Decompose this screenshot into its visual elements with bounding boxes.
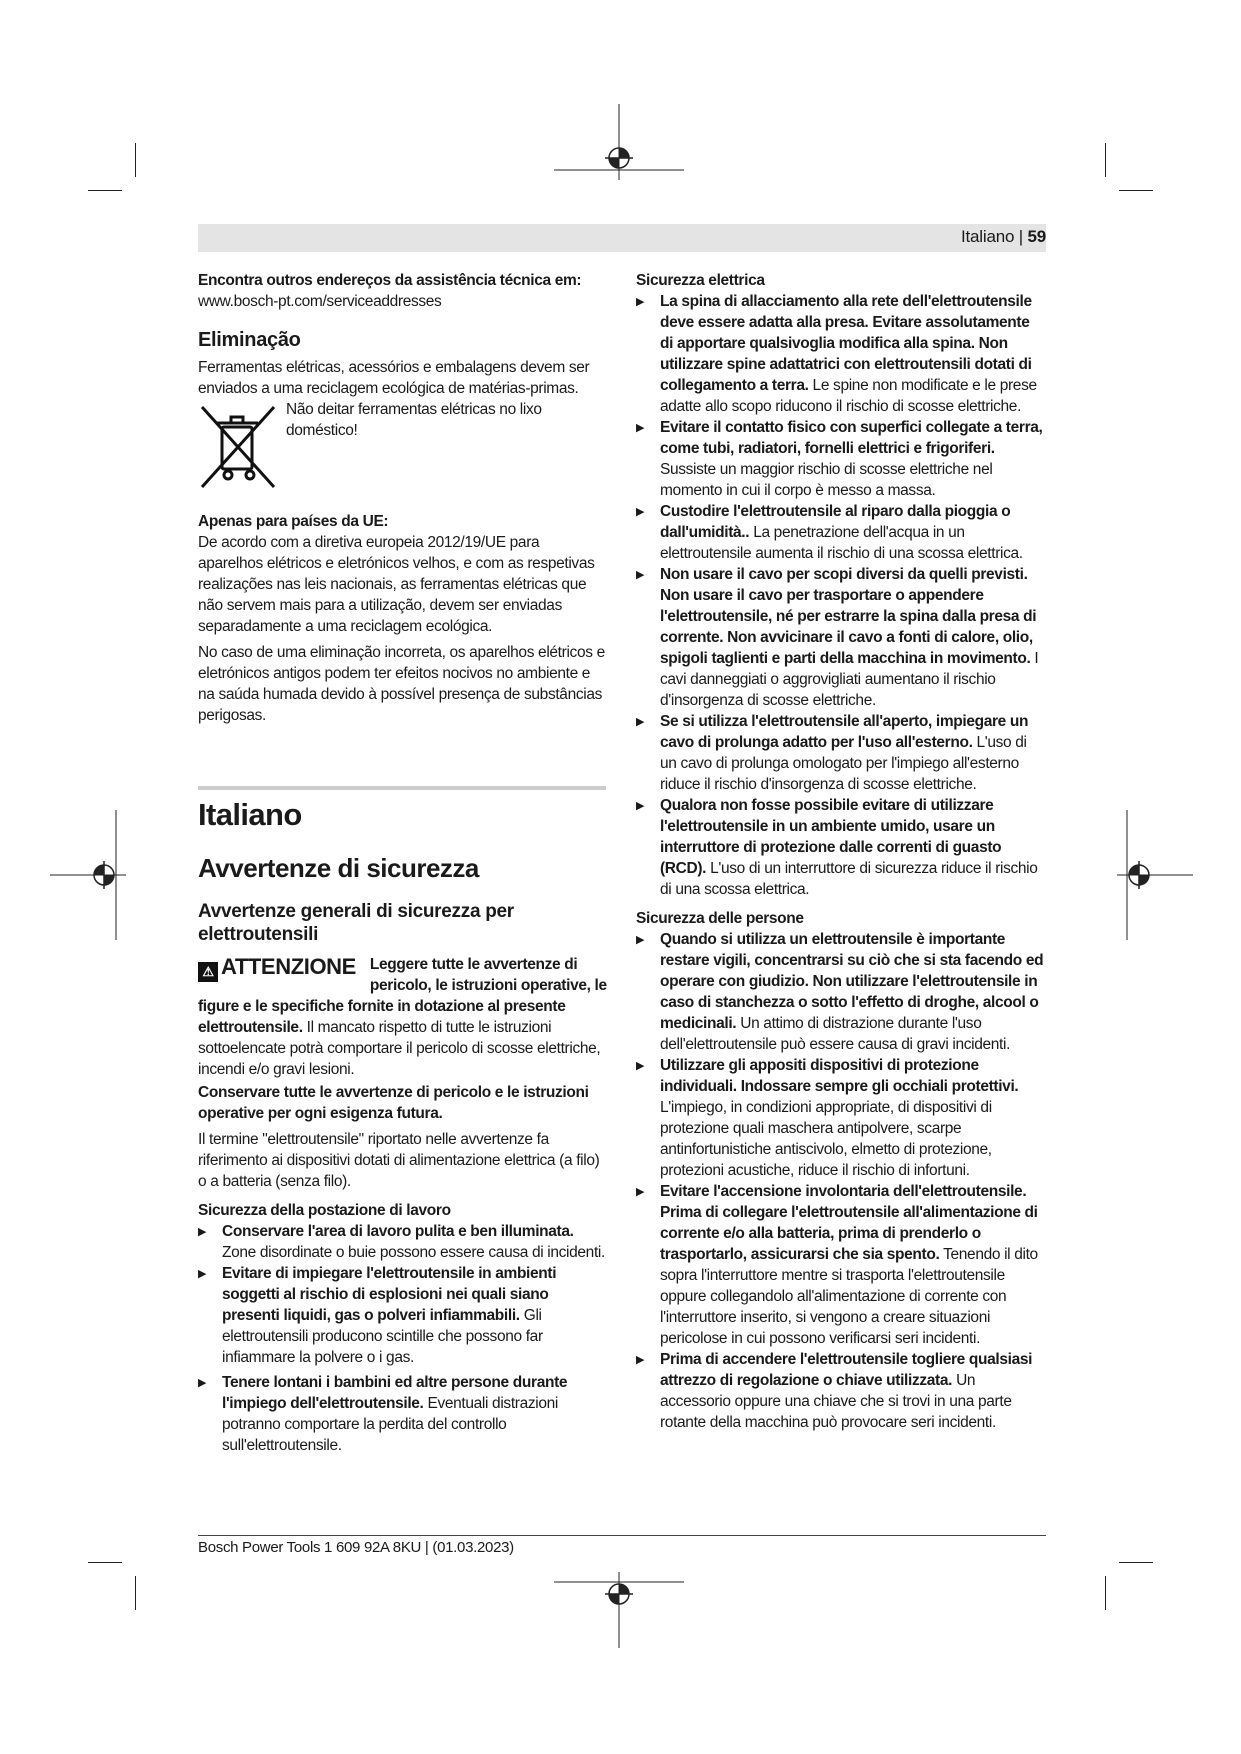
- workplace-item: ▶ Evitare di impiegare l'elettroutensile in ambienti soggetti al rischio di esplosioni nei quali siano presenti liquidi, gas o polveri infiammabili. Gli elettroutensili producono scintille che possono far infiammare la polvere o i gas.: [198, 1263, 608, 1368]
- persons-item: ▶ Evitare l'accensione involontaria dell'elettroutensile. Prima di collegare l'elettroutensile all'alimentazione di corrente e/o alla batteria, prima di prenderlo o trasportarlo, assicurarsi che sia spento. Tenendo il dito sopra l'interruttore mentre si trasporta l'elettroutensile oppure collegandolo all'alimentazione di corrente con l'interruttore inserito, si vengono a creare situazioni pericolose in cui possono verificarsi seri incidenti.: [636, 1181, 1046, 1349]
- workplace-title: Sicurezza della postazione di lavoro: [198, 1202, 451, 1219]
- attention-label-block: [198, 954, 356, 982]
- crop-mark: [135, 1576, 136, 1610]
- crop-mark: [1105, 1576, 1106, 1610]
- attention-text: Il mancato rispetto di tutte le istruzioni sottoelencate potrà comportare il pericolo di scosse elettriche, incendi e/o gravi lesioni.: [198, 1019, 601, 1078]
- persons-item: ▶ Prima di accendere l'elettroutensile togliere qualsiasi attrezzo di regolazione o chiave utilizzata. Un accessorio oppure una chiave che si trovi in una parte rotante della macchina può provocare seri incidenti.: [636, 1349, 1046, 1433]
- attention-bold: Leggere tutte le avvertenze di pericolo, le istruzioni operative, le figure e le specifiche fornite in dotazione al presente elettroutensile.: [198, 956, 607, 1036]
- crop-mark: [1119, 190, 1153, 191]
- electric-item: ▶ Qualora non fosse possibile evitare di utilizzare l'elettroutensile in un ambiente umido, usare un interruttore di protezione dalle correnti di guasto (RCD). L'uso di un interruttore di sicurezza riduce il rischio di una scossa elettrica.: [636, 795, 1046, 900]
- section-divider: [198, 786, 606, 790]
- page-number: 59: [1027, 227, 1046, 246]
- workplace-item: ▶ Conservare l'area di lavoro pulita e ben illuminata. Zone disordinate o buie possono essere causa di incidenti.: [198, 1221, 608, 1263]
- header-section: Italiano: [961, 227, 1015, 246]
- left-column-italiano: [198, 796, 608, 1456]
- crossed-bin-icon: [198, 403, 278, 491]
- language-title: Italiano: [198, 797, 302, 832]
- crop-mark: [1105, 143, 1106, 177]
- electric-item: ▶ La spina di allacciamento alla rete dell'elettroutensile deve essere adatta alla presa. Evitare assolutamente di apportare qualsivoglia modifica alla spina. Non utilizzare spine adattatrici con elettroutensili dotati di collegamento a terra. Le spine non modificate e le prese adatte allo scopo riducono il rischio di scosse elettriche.: [636, 291, 1046, 417]
- weee-note: Não deitar ferramentas elétricas no lixo doméstico!: [286, 401, 542, 439]
- service-label: Encontra outros endereços da assistência técnica em:: [198, 272, 582, 289]
- weee-block: [198, 399, 606, 489]
- crop-mark: [88, 1562, 122, 1563]
- general-safety-title: Avvertenze generali di sicurezza per elettroutensili: [198, 901, 514, 945]
- persons-item: ▶ Utilizzare gli appositi dispositivi di protezione individuali. Indossare sempre gli occhiali protettivi. L'impiego, in condizioni appropriate, di dispositivi di protezione quali maschera antipolvere, scarpe antinfortunistiche antiscivolo, elmetto di protezione, protezioni acustiche, riduce il rischio di infortuni.: [636, 1055, 1046, 1181]
- workplace-item: ▶ Tenere lontani i bambini ed altre persone durante l'impiego dell'elettroutensile. Eventuali distrazioni potranno comportare la perdita del controllo sull'elettroutensile.: [198, 1372, 608, 1456]
- crop-mark: [135, 143, 136, 177]
- term-definition: Il termine "elettroutensile" riportato nelle avvertenze fa riferimento ai dispositivi dotati di alimentazione elettrica (a filo) o a batteria (senza filo).: [198, 1131, 600, 1190]
- page-footer: Bosch Power Tools 1 609 92A 8KU | (01.03.2023): [198, 1539, 514, 1556]
- persons-safety-title: Sicurezza delle persone: [636, 910, 804, 927]
- electric-item: ▶ Evitare il contatto fisico con superfici collegate a terra, come tubi, radiatori, fornelli elettrici e frigoriferi. Sussiste un maggior rischio di scosse elettriche nel momento in cui il corpo è messo a massa.: [636, 417, 1046, 501]
- registration-mark-icon: [554, 1572, 684, 1648]
- registration-mark-icon: [554, 104, 684, 180]
- electric-safety-title: Sicurezza elettrica: [636, 272, 765, 289]
- eu-text-2: No caso de uma eliminação incorreta, os aparelhos elétricos e eletrónicos antigos podem ter efeitos nocivos no ambiente e na saúda humada devido à possível presença de substâncias perigosas.: [198, 644, 605, 724]
- eu-title: Apenas para países da UE:: [198, 513, 389, 530]
- page-header: Italiano | 59: [961, 227, 1046, 246]
- electric-item: ▶ Se si utilizza l'elettroutensile all'aperto, impiegare un cavo di prolunga adatto per l'uso all'esterno. L'uso di un cavo di prolunga omologato per l'impiego all'esterno riduce il rischio d'insorgenza di scosse elettriche.: [636, 711, 1046, 795]
- left-column: [198, 270, 606, 726]
- electric-item: ▶ Custodire l'elettroutensile al riparo dalla pioggia o dall'umidità.. La penetrazione dell'acqua in un elettroutensile aumenta il rischio di una scossa elettrica.: [636, 501, 1046, 564]
- attention-paragraph: [198, 954, 608, 1080]
- registration-mark-icon: [50, 810, 126, 940]
- crop-mark: [1119, 1562, 1153, 1563]
- service-url: www.bosch-pt.com/serviceaddresses: [198, 293, 442, 310]
- electric-item: ▶ Non usare il cavo per scopi diversi da quelli previsti. Non usare il cavo per trasportare o appendere l'elettroutensile, né per estrarre la spina dalla presa di corrente. Non avvicinare il cavo a fonti di calore, olio, spigoli taglienti e parti della macchina in movimento. I cavi danneggiati o aggrovigliati aumentano il rischio d'insorgenza di scosse elettriche.: [636, 564, 1046, 711]
- elimination-title: Eliminação: [198, 329, 301, 351]
- safety-title: Avvertenze di sicurezza: [198, 853, 479, 883]
- warning-icon: ⚠: [198, 962, 218, 982]
- eu-text-1: De acordo com a diretiva europeia 2012/19/UE para aparelhos elétricos e eletrónicos velhos, e com as respetivas realizações nas leis nacionais, as ferramentas elétricas que não servem mais para a utilização, devem ser enviadas separadamente a uma reciclagem ecológica.: [198, 534, 595, 635]
- right-column: [636, 270, 1046, 1433]
- elimination-text: Ferramentas elétricas, acessórios e embalagens devem ser enviados a uma reciclagem ecológica de matérias-primas.: [198, 359, 590, 397]
- page-header-band: [198, 224, 1046, 252]
- registration-mark-icon: [1117, 810, 1193, 940]
- crop-mark: [88, 190, 122, 191]
- persons-item: ▶ Quando si utilizza un elettroutensile è importante restare vigili, concentrarsi su ciò che si sta facendo ed operare con giudizio. Non utilizzare l'elettroutensile in caso di stanchezza o sotto l'effetto di droghe, alcool o medicinali. Un attimo di distrazione durante l'uso dell'elettroutensile può essere causa di gravi incidenti.: [636, 929, 1046, 1055]
- attention-label: ATTENZIONE: [221, 954, 356, 979]
- keep-instructions: Conservare tutte le avvertenze di pericolo e le istruzioni operative per ogni esigenza futura.: [198, 1084, 589, 1122]
- footer-rule: [198, 1535, 1046, 1536]
